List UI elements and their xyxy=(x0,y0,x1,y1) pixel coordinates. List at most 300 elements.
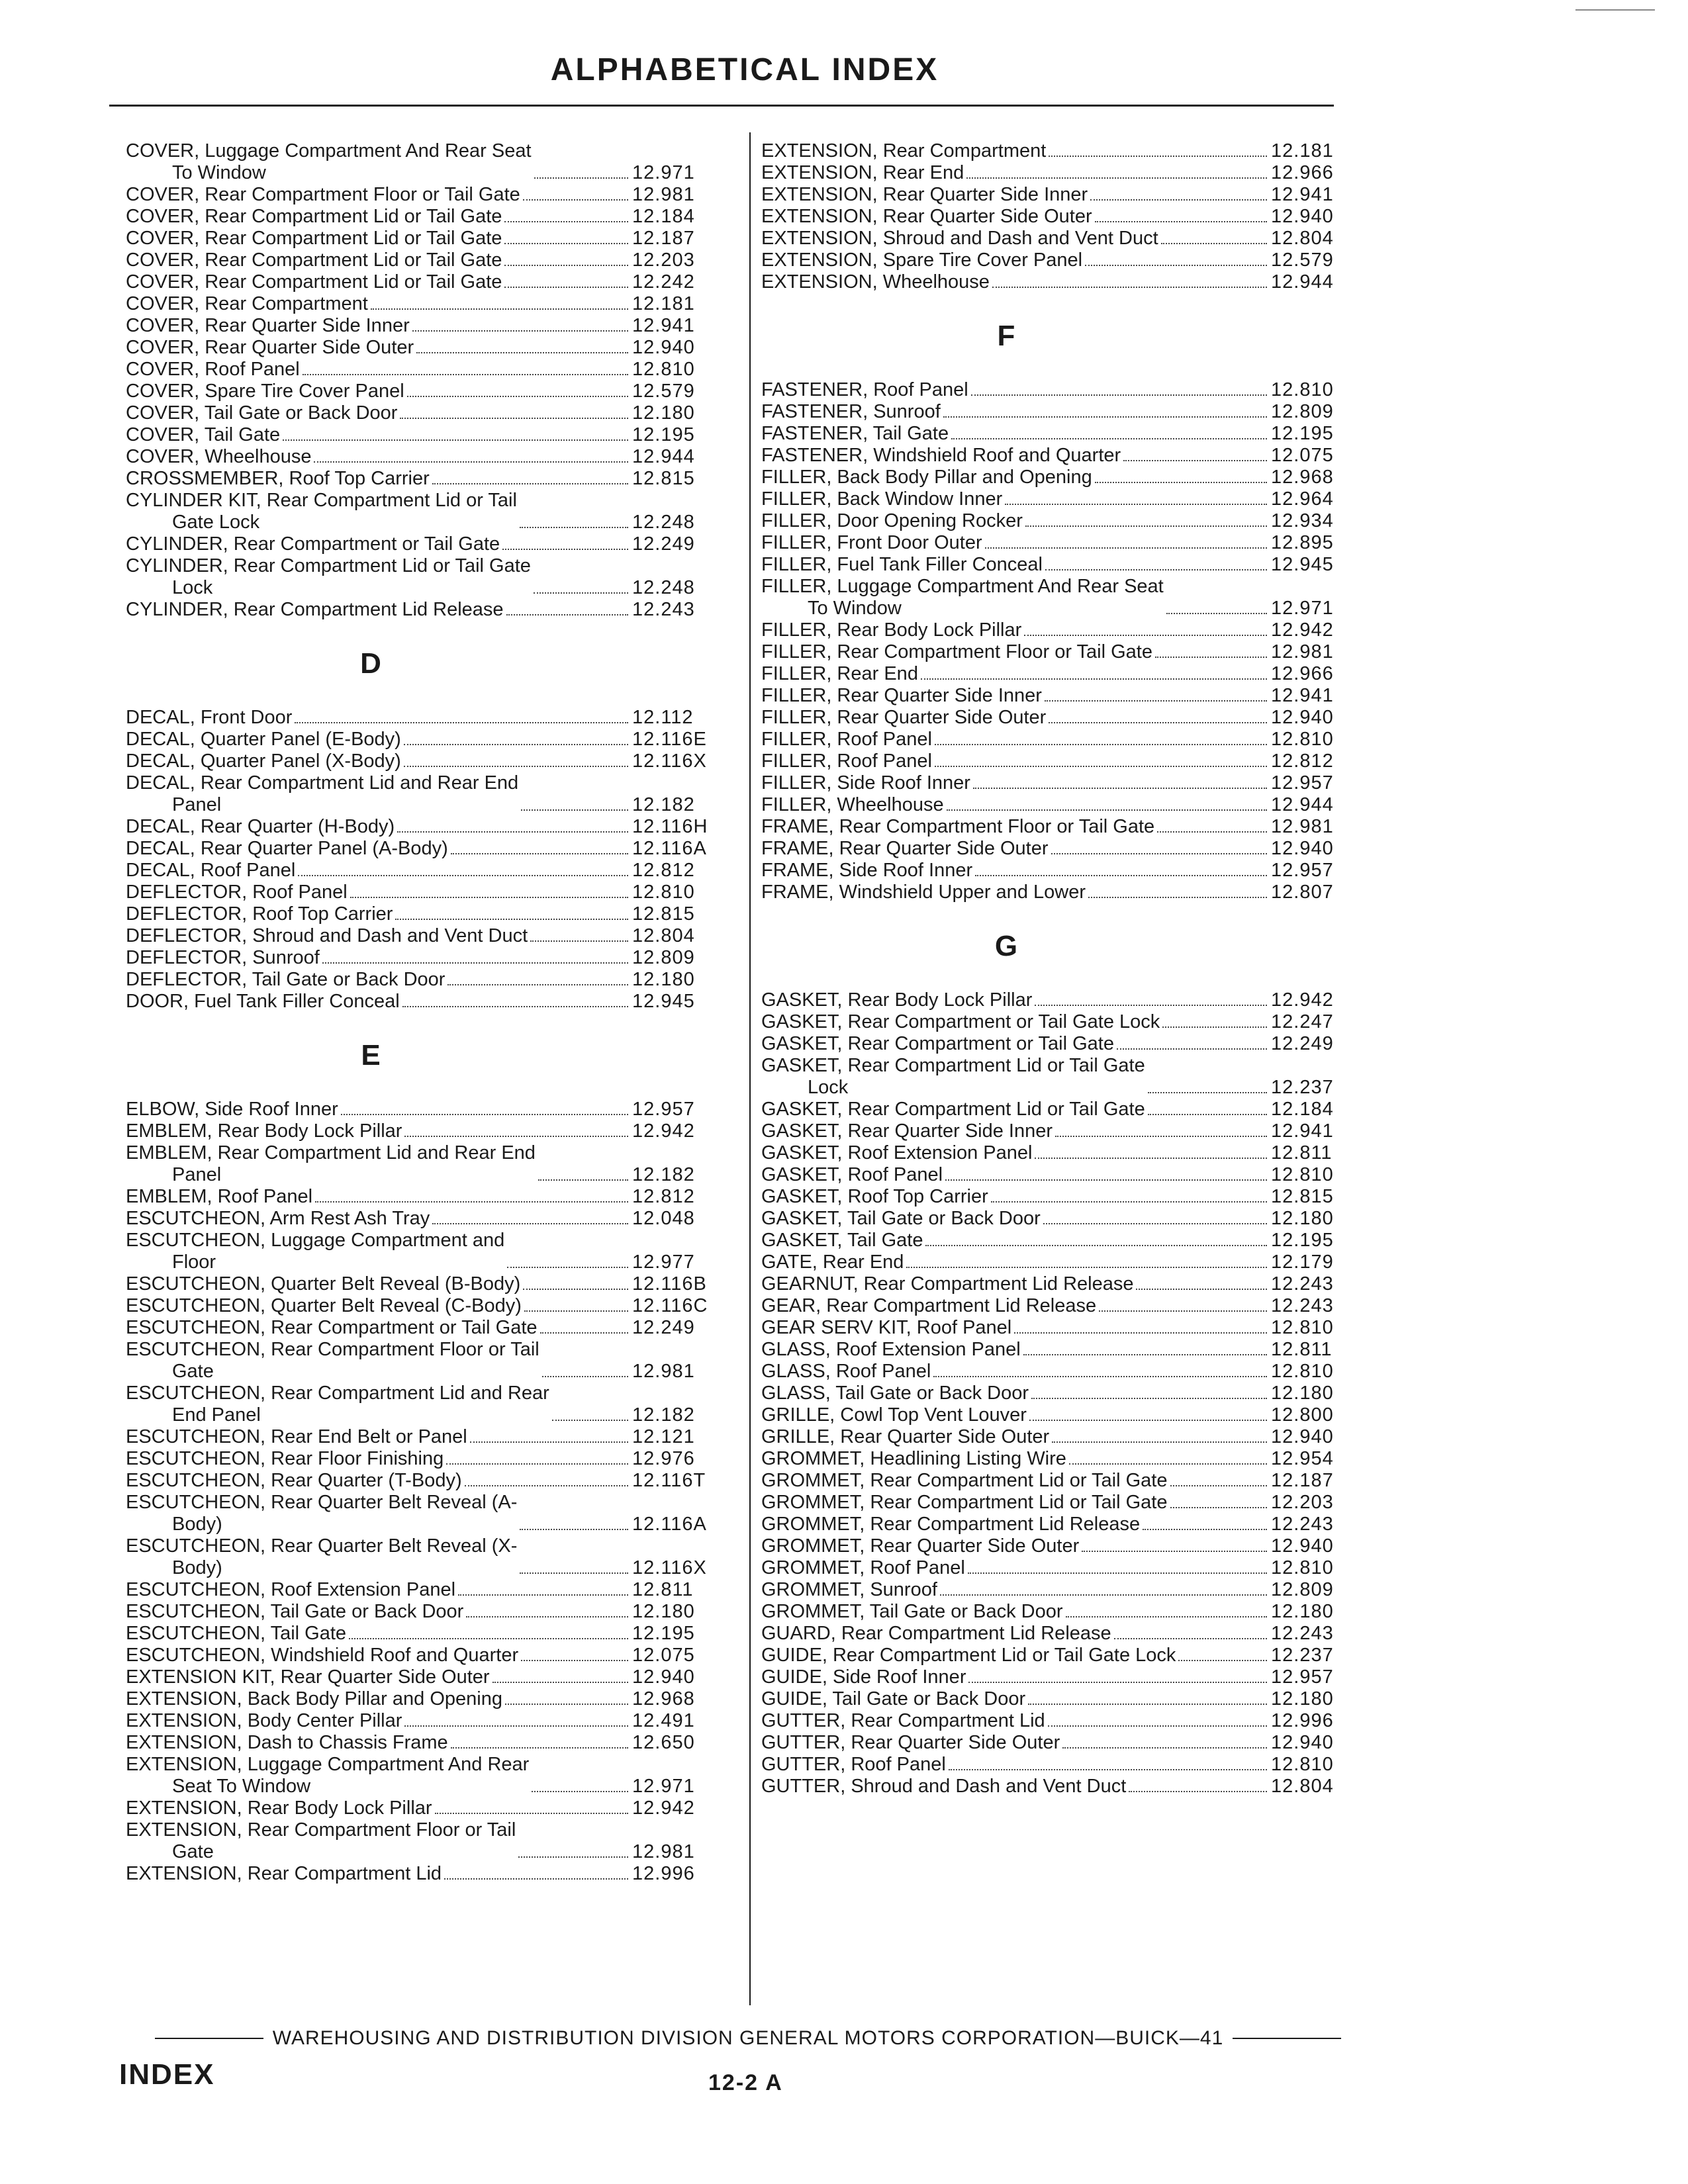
leader-dots xyxy=(397,831,628,833)
entry-page-number: 12.940 xyxy=(632,337,695,358)
section-letter: F xyxy=(997,320,1015,352)
entry-description xyxy=(126,729,401,751)
section-letter: G xyxy=(994,930,1018,962)
entry-description xyxy=(126,184,520,206)
entry-page-number: 12.971 xyxy=(632,1776,695,1797)
entry-page-number: 12.203 xyxy=(1271,1492,1334,1513)
leader-dots xyxy=(1143,1529,1267,1530)
leader-dots xyxy=(1155,657,1267,658)
entry-description-text: DEFLECTOR, Shroud and Dash and Vent Duct xyxy=(126,925,528,946)
entry-page-number: 12.248 xyxy=(632,512,695,533)
index-entry xyxy=(761,1011,1370,1033)
entry-page-number: 12.237 xyxy=(1271,1645,1334,1666)
leader-dots xyxy=(1005,504,1267,505)
index-entry xyxy=(761,1448,1370,1470)
leader-dots xyxy=(506,614,628,615)
entry-description-text: ESCUTCHEON, Rear Compartment or Tail Gate xyxy=(126,1317,538,1338)
entry-description xyxy=(761,1492,1168,1514)
entry-page-number: 12.815 xyxy=(632,903,695,925)
leader-dots xyxy=(532,1791,628,1792)
entry-description xyxy=(761,707,1046,729)
leader-dots xyxy=(1082,1551,1267,1552)
entry-description xyxy=(761,1754,946,1776)
entry-description-text: FILLER, Side Roof Inner xyxy=(761,772,970,794)
entry-page-number: 12.981 xyxy=(1271,641,1334,662)
entry-description xyxy=(761,729,932,751)
leader-dots xyxy=(530,940,628,942)
entry-description-text: DEFLECTOR, Tail Gate or Back Door xyxy=(126,969,445,990)
index-entry xyxy=(126,707,731,729)
entry-description xyxy=(126,882,348,903)
entry-description-text: FASTENER, Windshield Roof and Quarter xyxy=(761,445,1121,466)
index-entry xyxy=(761,1776,1370,1797)
index-entry xyxy=(126,1317,731,1339)
index-entry xyxy=(761,751,1370,772)
leader-dots xyxy=(1085,265,1267,266)
entry-page-number: 12.248 xyxy=(632,577,695,598)
leader-dots xyxy=(520,1529,628,1530)
entry-page-number: 12.809 xyxy=(632,947,695,968)
entry-page-number: 12.491 xyxy=(632,1710,695,1731)
entry-page-number: 12.243 xyxy=(1271,1295,1334,1316)
entry-page-number: 12.180 xyxy=(1271,1601,1334,1622)
index-entry xyxy=(126,882,731,903)
entry-description-text: FILLER, Luggage Compartment And Rear Seat xyxy=(761,576,1164,597)
leader-dots xyxy=(465,1485,628,1486)
index-entry xyxy=(126,533,731,555)
entry-description xyxy=(761,1776,1126,1797)
index-entry xyxy=(761,1033,1370,1055)
entry-description xyxy=(761,1164,943,1186)
column-divider xyxy=(749,132,751,2005)
entry-page-number: 12.934 xyxy=(1271,510,1334,531)
entry-description xyxy=(761,401,941,423)
entry-page-number: 12.237 xyxy=(1271,1077,1334,1098)
entry-description xyxy=(761,860,972,882)
entry-description-text: GUARD, Rear Compartment Lid Release xyxy=(761,1623,1111,1644)
leader-dots xyxy=(451,853,628,854)
entry-description-text: ESCUTCHEON, Windshield Roof and Quarter xyxy=(126,1645,519,1666)
leader-dots xyxy=(521,1660,628,1661)
index-entry xyxy=(761,206,1370,228)
entry-page-number: 12.179 xyxy=(1271,1251,1334,1273)
index-entry xyxy=(761,816,1370,838)
entry-description xyxy=(761,488,1002,510)
index-entry xyxy=(761,860,1370,882)
entry-description-text: FILLER, Rear Quarter Side Inner xyxy=(761,685,1042,706)
scan-corner-mark xyxy=(1575,9,1655,11)
index-entry xyxy=(761,423,1370,445)
leader-dots xyxy=(432,483,628,484)
entry-description xyxy=(126,228,502,250)
entry-description-text: GRILLE, Rear Quarter Side Outer xyxy=(761,1426,1050,1447)
index-entry xyxy=(761,379,1370,401)
entry-description xyxy=(761,1099,1145,1120)
entry-description xyxy=(761,1557,965,1579)
entry-description xyxy=(126,1470,462,1492)
index-entry xyxy=(126,1732,731,1754)
entry-description-text: GUIDE, Side Roof Inner xyxy=(761,1666,966,1688)
leader-dots xyxy=(416,352,628,353)
leader-dots xyxy=(933,1376,1267,1377)
entry-description-text: FRAME, Rear Compartment Floor or Tail Gate xyxy=(761,816,1155,837)
entry-description-text: GASKET, Rear Compartment or Tail Gate Lock xyxy=(761,1011,1160,1032)
entry-description-text: EMBLEM, Rear Compartment Lid and Rear End xyxy=(126,1142,536,1163)
entry-page-number: 12.810 xyxy=(1271,1754,1334,1775)
title-rule xyxy=(109,105,1334,107)
entry-description-text: DECAL, Front Door xyxy=(126,707,293,728)
entry-description xyxy=(126,271,502,293)
page-title: ALPHABETICAL INDEX xyxy=(550,52,939,87)
entry-page-number: 12.243 xyxy=(1271,1273,1334,1295)
index-entry xyxy=(126,969,731,991)
entry-description xyxy=(761,1666,966,1688)
entry-description xyxy=(126,1863,442,1885)
entry-description-text: EXTENSION, Wheelhouse xyxy=(761,271,990,293)
leader-dots xyxy=(314,461,628,463)
leader-dots xyxy=(542,1376,628,1377)
index-entry xyxy=(761,1514,1370,1535)
entry-description-text: COVER, Roof Panel xyxy=(126,359,300,380)
entry-description xyxy=(126,1099,338,1120)
footer-division-line xyxy=(146,2025,1350,2052)
entry-description-text: ESCUTCHEON, Rear Quarter Belt Reveal (A- xyxy=(126,1492,518,1513)
entry-page-number: 12.941 xyxy=(1271,184,1334,205)
entry-page-number: 12.944 xyxy=(1271,794,1334,815)
entry-page-number: 12.964 xyxy=(1271,488,1334,510)
index-entry xyxy=(126,1208,731,1230)
index-entry xyxy=(126,1623,731,1645)
index-entry xyxy=(761,1120,1370,1142)
entry-description-text: GROMMET, Sunroof xyxy=(761,1579,937,1600)
leader-dots xyxy=(504,287,628,288)
entry-description xyxy=(761,1120,1053,1142)
leader-dots xyxy=(458,1594,628,1596)
entry-page-number: 12.203 xyxy=(632,250,695,271)
entry-description-text: DECAL, Quarter Panel (E-Body) xyxy=(126,729,401,750)
entry-description-text: EXTENSION, Back Body Pillar and Opening xyxy=(126,1688,502,1709)
entry-page-number: 12.957 xyxy=(1271,860,1334,881)
entry-page-number: 12.810 xyxy=(1271,729,1334,750)
entry-description xyxy=(761,1339,1021,1361)
entry-page-number: 12.940 xyxy=(1271,707,1334,728)
index-entry xyxy=(761,1099,1370,1120)
entry-page-number: 12.243 xyxy=(1271,1514,1334,1535)
entry-page-number: 12.243 xyxy=(1271,1623,1334,1644)
entry-description xyxy=(761,838,1049,860)
index-entry xyxy=(126,1666,731,1688)
entry-description xyxy=(761,619,1021,641)
entry-description-text: GUTTER, Roof Panel xyxy=(761,1754,946,1775)
index-entry xyxy=(761,1557,1370,1579)
entry-page-number: 12.650 xyxy=(632,1732,695,1753)
index-entry xyxy=(761,1710,1370,1732)
entry-page-number: 12.996 xyxy=(1271,1710,1334,1731)
entry-description xyxy=(126,1120,402,1142)
index-entry xyxy=(126,1230,731,1273)
entry-page-number: 12.957 xyxy=(1271,1666,1334,1688)
index-entry xyxy=(761,1623,1370,1645)
leader-dots xyxy=(504,243,628,244)
entry-description-text: CYLINDER, Rear Compartment Lid or Tail Gate xyxy=(126,555,531,576)
entry-page-number: 12.957 xyxy=(1271,772,1334,794)
entry-description-text: DECAL, Rear Compartment Lid and Rear End xyxy=(126,772,519,794)
index-entry xyxy=(761,641,1370,663)
entry-description xyxy=(126,903,393,925)
entry-page-number: 12.195 xyxy=(1271,1230,1334,1251)
index-entry xyxy=(761,401,1370,423)
entry-description-text: EXTENSION, Spare Tire Cover Panel xyxy=(761,250,1083,271)
entry-description xyxy=(126,816,395,838)
entry-description-text: ESCUTCHEON, Tail Gate or Back Door xyxy=(126,1601,464,1622)
entry-description-text: EXTENSION, Rear Compartment Lid xyxy=(126,1863,442,1884)
leader-dots xyxy=(925,1245,1267,1246)
entry-description-text: GEARNUT, Rear Compartment Lid Release xyxy=(761,1273,1134,1295)
entry-continuation: To Window xyxy=(808,598,902,619)
leader-dots xyxy=(1170,1485,1268,1486)
leader-dots xyxy=(949,1769,1267,1770)
leader-dots xyxy=(407,396,628,397)
entry-description-text: EXTENSION, Rear Compartment xyxy=(761,140,1047,161)
index-entry xyxy=(126,250,731,271)
entry-description-text: GASKET, Roof Panel xyxy=(761,1164,943,1185)
entry-page-number: 12.940 xyxy=(1271,1426,1334,1447)
index-entry xyxy=(761,271,1370,293)
entry-page-number: 12.180 xyxy=(1271,1688,1334,1709)
index-entry xyxy=(761,1470,1370,1492)
leader-dots xyxy=(1066,1616,1267,1617)
entry-page-number: 12.968 xyxy=(632,1688,695,1709)
entry-description-text: GASKET, Rear Quarter Side Inner xyxy=(761,1120,1053,1142)
index-entry xyxy=(761,663,1370,685)
index-entry xyxy=(761,1645,1370,1666)
leader-dots xyxy=(303,374,628,375)
index-entry xyxy=(126,599,731,621)
leader-dots xyxy=(991,1201,1267,1203)
leader-dots xyxy=(1052,1441,1267,1443)
index-entry xyxy=(761,1230,1370,1251)
leader-dots xyxy=(1114,1638,1267,1639)
entry-description xyxy=(126,402,397,424)
index-entry xyxy=(126,381,731,402)
index-entry xyxy=(126,446,731,468)
entry-description xyxy=(761,184,1088,206)
index-entry xyxy=(761,1142,1370,1164)
leader-dots xyxy=(1162,1026,1267,1028)
entry-description-text: ESCUTCHEON, Rear End Belt or Panel xyxy=(126,1426,467,1447)
entry-page-number: 12.249 xyxy=(632,1317,695,1338)
leader-dots xyxy=(1025,525,1267,527)
index-entry xyxy=(761,685,1370,707)
index-entry xyxy=(126,293,731,315)
index-entry xyxy=(126,424,731,446)
index-entry xyxy=(761,162,1370,184)
entry-description-text: FRAME, Windshield Upper and Lower xyxy=(761,882,1086,903)
entry-page-number: 12.940 xyxy=(632,1666,695,1688)
entry-description-text: EXTENSION, Rear Quarter Side Outer xyxy=(761,206,1092,227)
index-entry xyxy=(126,772,731,816)
entry-page-number: 12.116B xyxy=(632,1273,707,1295)
entry-page-number: 12.942 xyxy=(1271,619,1334,641)
leader-dots xyxy=(940,1594,1267,1596)
entry-description xyxy=(126,1666,490,1688)
entry-description xyxy=(126,1710,402,1732)
entry-description xyxy=(761,1361,931,1383)
entry-description xyxy=(761,1426,1049,1448)
entry-description-text: COVER, Rear Compartment Lid or Tail Gate xyxy=(126,206,502,227)
index-entry xyxy=(761,576,1370,619)
entry-description-text: FILLER, Wheelhouse xyxy=(761,794,944,815)
entry-page-number: 12.977 xyxy=(632,1251,695,1273)
entry-page-number: 12.812 xyxy=(632,1186,695,1207)
section-letter: E xyxy=(361,1039,381,1071)
leader-dots xyxy=(1088,897,1267,898)
entry-description-text: GASKET, Rear Compartment or Tail Gate xyxy=(761,1033,1114,1054)
entry-continuation: Lock xyxy=(808,1077,849,1098)
entry-description xyxy=(761,1710,1045,1732)
entry-description-text: CYLINDER KIT, Rear Compartment Lid or Tail xyxy=(126,490,517,511)
entry-description xyxy=(126,838,448,860)
leader-dots xyxy=(447,984,628,985)
entry-description-text: FASTENER, Roof Panel xyxy=(761,379,968,400)
entry-description xyxy=(126,925,528,947)
entry-page-number: 12.941 xyxy=(1271,685,1334,706)
index-entry xyxy=(126,947,731,969)
index-entry xyxy=(126,1099,731,1120)
leader-dots xyxy=(470,1441,628,1443)
leader-dots xyxy=(395,919,628,920)
entry-description-text: COVER, Luggage Compartment And Rear Seat xyxy=(126,140,532,161)
leader-dots xyxy=(1123,460,1267,461)
footer-page-number: 12-2 A xyxy=(708,2070,783,2095)
index-entry xyxy=(126,1383,731,1426)
entry-page-number: 12.116X xyxy=(632,1557,707,1578)
index-entry xyxy=(126,271,731,293)
index-entry xyxy=(126,1142,731,1186)
entry-description-text: ESCUTCHEON, Quarter Belt Reveal (B-Body) xyxy=(126,1273,521,1295)
index-entry xyxy=(126,1535,731,1579)
index-entry xyxy=(761,1426,1370,1448)
entry-description xyxy=(126,969,445,991)
leader-dots xyxy=(520,527,628,528)
index-entry xyxy=(126,729,731,751)
entry-description xyxy=(761,816,1154,838)
leader-dots xyxy=(1023,1354,1267,1355)
leader-dots xyxy=(1099,1310,1267,1312)
entry-description-text: GLASS, Roof Panel xyxy=(761,1361,931,1382)
leader-dots xyxy=(1043,1223,1267,1224)
leader-dots xyxy=(1045,569,1267,570)
leader-dots xyxy=(1035,1005,1267,1006)
index-entry xyxy=(761,1186,1370,1208)
leader-dots xyxy=(404,1136,628,1137)
entry-description-text: DOOR, Fuel Tank Filler Conceal xyxy=(126,991,400,1012)
entry-description-text: DECAL, Rear Quarter (H-Body) xyxy=(126,816,395,837)
leader-dots xyxy=(444,1878,628,1880)
entry-description xyxy=(126,490,517,533)
leader-dots xyxy=(534,592,628,594)
index-entry xyxy=(126,1688,731,1710)
entry-page-number: 12.116T xyxy=(632,1470,706,1491)
entry-description xyxy=(126,533,500,555)
entry-description-text: FILLER, Rear Quarter Side Outer xyxy=(761,707,1047,728)
index-entry xyxy=(761,184,1370,206)
entry-description-text: CYLINDER, Rear Compartment or Tail Gate xyxy=(126,533,500,555)
entry-description xyxy=(126,1230,504,1273)
index-entry xyxy=(761,1404,1370,1426)
entry-description-text: COVER, Wheelhouse xyxy=(126,446,312,467)
entry-continuation: Lock xyxy=(172,577,213,598)
entry-description-text: FILLER, Rear Body Lock Pillar xyxy=(761,619,1022,641)
leader-dots xyxy=(349,1638,628,1639)
entry-description xyxy=(126,1579,455,1601)
entry-page-number: 12.942 xyxy=(1271,989,1334,1011)
entry-description-text: CROSSMEMBER, Roof Top Carrier xyxy=(126,468,430,489)
entry-description-text: COVER, Rear Quarter Side Inner xyxy=(126,315,410,336)
entry-description-text: GUTTER, Shroud and Dash and Vent Duct xyxy=(761,1776,1127,1797)
entry-description xyxy=(761,1579,937,1601)
leader-dots xyxy=(404,1725,628,1727)
index-column-right xyxy=(761,140,1370,1797)
entry-description-text: FILLER, Back Body Pillar and Opening xyxy=(761,467,1092,488)
entry-description xyxy=(126,599,504,621)
entry-description-text: ESCUTCHEON, Rear Floor Finishing xyxy=(126,1448,444,1469)
entry-description xyxy=(761,1230,923,1251)
entry-page-number: 12.195 xyxy=(632,424,695,445)
entry-description xyxy=(761,1404,1027,1426)
entry-page-number: 12.075 xyxy=(1271,445,1334,466)
index-entry xyxy=(761,1535,1370,1557)
entry-page-number: 12.954 xyxy=(1271,1448,1334,1469)
entry-page-number: 12.048 xyxy=(632,1208,695,1229)
entry-description xyxy=(761,772,970,794)
entry-description xyxy=(126,446,311,468)
leader-dots xyxy=(435,1813,628,1814)
index-entry xyxy=(126,315,731,337)
entry-description-text: GUTTER, Rear Quarter Side Outer xyxy=(761,1732,1060,1753)
entry-page-number: 12.810 xyxy=(1271,1361,1334,1382)
index-entry xyxy=(761,1732,1370,1754)
leader-dots xyxy=(1157,831,1267,833)
leader-dots xyxy=(935,744,1267,745)
entry-page-number: 12.187 xyxy=(1271,1470,1334,1491)
leader-dots xyxy=(322,962,628,964)
entry-description xyxy=(126,1645,518,1666)
entry-page-number: 12.184 xyxy=(632,206,695,227)
entry-description xyxy=(761,510,1023,532)
entry-description xyxy=(761,1033,1114,1055)
entry-description-text: GUIDE, Tail Gate or Back Door xyxy=(761,1688,1026,1709)
index-entry xyxy=(761,1666,1370,1688)
entry-page-number: 12.075 xyxy=(632,1645,695,1666)
leader-dots xyxy=(283,439,628,441)
entry-continuation: End Panel xyxy=(172,1404,261,1426)
index-entry xyxy=(761,1208,1370,1230)
leader-dots xyxy=(521,809,628,811)
entry-description-text: ESCUTCHEON, Luggage Compartment and xyxy=(126,1230,505,1251)
entry-description-text: COVER, Rear Compartment Lid or Tail Gate xyxy=(126,271,502,293)
index-entry xyxy=(126,1426,731,1448)
entry-description xyxy=(126,772,518,816)
entry-continuation: Gate xyxy=(172,1841,214,1862)
index-entry xyxy=(126,1754,731,1797)
entry-continuation: Gate xyxy=(172,1361,214,1382)
entry-description xyxy=(761,1470,1168,1492)
entry-page-number: 12.981 xyxy=(632,184,695,205)
leader-dots xyxy=(992,287,1267,288)
entry-page-number: 12.807 xyxy=(1271,882,1334,903)
entry-description xyxy=(761,206,1092,228)
